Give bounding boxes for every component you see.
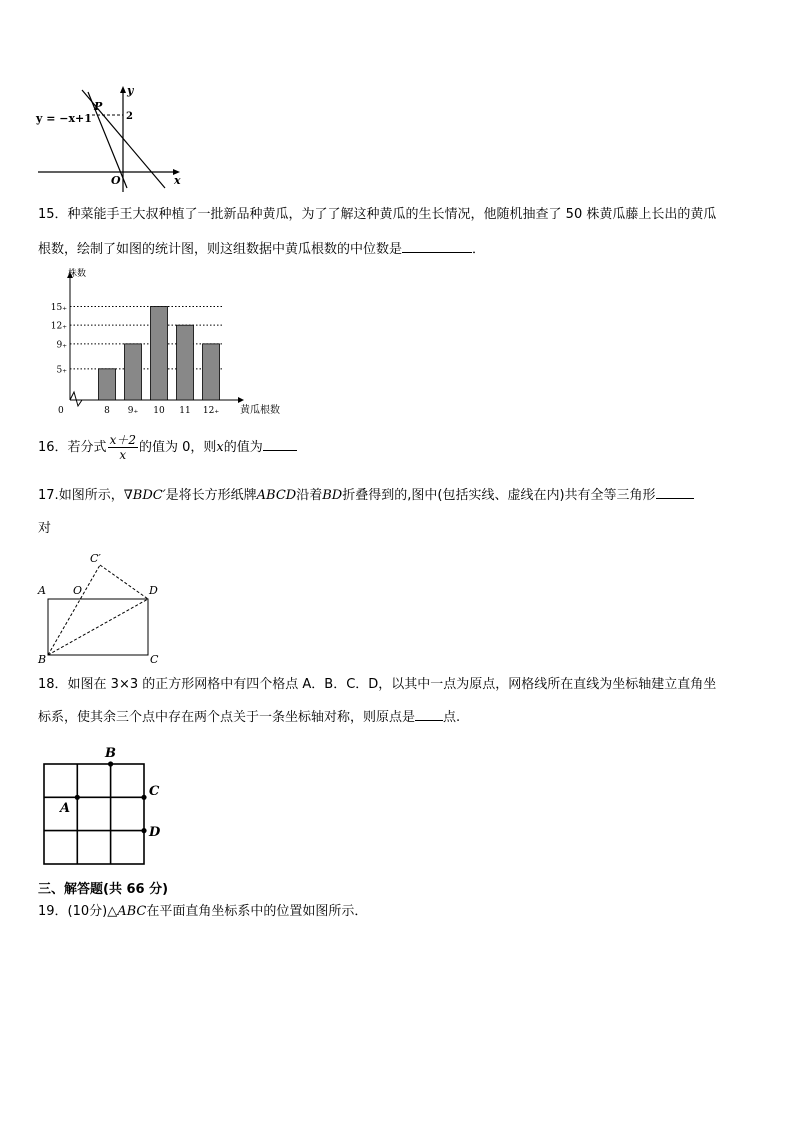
q17-text-a: 如图所示， (58, 488, 124, 503)
q19-score: (10分) (67, 904, 108, 919)
grid-figure (30, 742, 170, 868)
q15-line1 (38, 207, 716, 223)
origin-label: O (111, 174, 121, 187)
q18-line1 (38, 677, 716, 693)
q16-denominator: x (119, 448, 127, 462)
ytick-label-12: 12₊ (50, 321, 67, 332)
bar-12 (203, 344, 220, 400)
origin-label: 0 (58, 406, 64, 416)
bar-9 (125, 344, 142, 400)
q19-line (38, 904, 367, 920)
label-b: B (38, 653, 47, 665)
y-axis-arrow (120, 86, 126, 93)
q15-line2 (38, 240, 485, 258)
q18-text-2: 标系，使其余三个点中存在两个点关于一条坐标轴对称，则原点是 (38, 710, 416, 725)
label-d: D (149, 584, 158, 597)
bar-11 (177, 325, 194, 400)
q17-seg: BD (322, 488, 343, 503)
xtick-label-11: 11 (179, 406, 191, 416)
xtick-label-12: 12₊ (202, 406, 220, 416)
q15-text-1: 种菜能手王大叔种植了一批新品种黄瓜，为了了解这种黄瓜的生长情况，他随机抽查了 50 株黄瓜藤上长出的黄瓜 (67, 207, 717, 222)
grid-label-a: A (60, 801, 71, 816)
label-c: C (150, 653, 159, 665)
q17-line2: 对 (38, 521, 52, 536)
q16-prefix: 若分式 (67, 440, 107, 455)
y-value-label: 2 (126, 111, 133, 122)
ytick-label-9: 9₊ (56, 340, 67, 351)
grid-label-b: B (105, 746, 116, 761)
y-axis-label: 株数 (68, 269, 87, 279)
q17-text-d: 折叠得到的,图中(包括实线、虚线在内)共有全等三角形 (342, 488, 656, 503)
point-a (75, 795, 80, 800)
ytick-label-5: 5₊ (56, 365, 67, 376)
y-axis-label: y (127, 84, 134, 97)
q17-answer-blank[interactable] (656, 486, 694, 499)
q16-var: x (216, 440, 224, 455)
q15-text-2: 根数，绘制了如图的统计图，则这组数据中黄瓜根数的中位数是 (38, 242, 403, 257)
q19-text: 在平面直角坐标系中的位置如图所示． (146, 904, 368, 919)
linear-function-figure (30, 80, 200, 195)
q15-end: ． (472, 242, 486, 257)
q18-text-3: 点. (443, 710, 461, 725)
xtick-label-8: 8 (104, 406, 110, 416)
bar-8 (99, 369, 116, 400)
segment-bc-prime (48, 565, 100, 655)
axis-break (70, 392, 82, 406)
line-label: y = −x+1 (36, 112, 92, 125)
label-o: O (73, 584, 83, 597)
bar-10 (151, 306, 168, 400)
point-c (141, 795, 146, 800)
q16-answer-blank[interactable] (263, 438, 297, 451)
label-a: A (38, 584, 46, 597)
diagonal-bd (48, 599, 148, 655)
cucumber-bar-chart (30, 266, 300, 422)
q17-rect: ABCD (256, 488, 297, 503)
x-axis-label: 黄瓜根数 (240, 405, 280, 416)
q15-number: 15． (38, 207, 68, 222)
grid-lines (44, 764, 144, 864)
grid-label-d: D (149, 825, 161, 840)
q15-answer-blank[interactable] (402, 240, 472, 253)
q17-triangle: ∇BDC′ (123, 488, 166, 503)
section-title: 三、解答题(共 66 分) (38, 882, 169, 897)
point-b (108, 761, 113, 766)
x-axis-label: x (174, 174, 181, 187)
q16-numerator: x＋2 (109, 433, 136, 447)
x-axis-arrow (238, 397, 244, 403)
q18-text-1: 如图在 3×3 的正方形网格中有四个格点 A．B．C．D，以其中一点为原点，网格线所在直线为坐标轴建立直角坐 (67, 677, 717, 692)
q18-line2 (38, 708, 460, 726)
q19-number: 19． (38, 904, 68, 919)
point-p-label: P (94, 100, 103, 113)
q17-text-b: 是将长方形纸牌 (165, 488, 257, 503)
q17-text-c: 沿着 (296, 488, 323, 503)
q16-middle: 的值为 0，则 (138, 440, 217, 455)
q19-triangle: △ABC (107, 904, 147, 919)
xtick-label-9: 9₊ (127, 406, 139, 416)
q17-number: 17. (38, 488, 59, 503)
point-d (141, 828, 146, 833)
q16-number: 16． (38, 440, 68, 455)
xtick-label-10: 10 (153, 406, 165, 416)
label-c-prime: C′ (90, 552, 101, 565)
segment-c-prime-d (100, 565, 148, 599)
q16-suffix: 的值为 (223, 440, 263, 455)
ytick-label-15: 15₊ (50, 302, 67, 313)
q18-answer-blank[interactable] (415, 708, 443, 721)
q17-line1 (38, 486, 694, 504)
q16-fraction (108, 433, 138, 462)
q18-number: 18． (38, 677, 68, 692)
folded-rectangle-figure (30, 547, 170, 665)
grid-label-c: C (149, 784, 160, 799)
q16-line (38, 432, 297, 464)
